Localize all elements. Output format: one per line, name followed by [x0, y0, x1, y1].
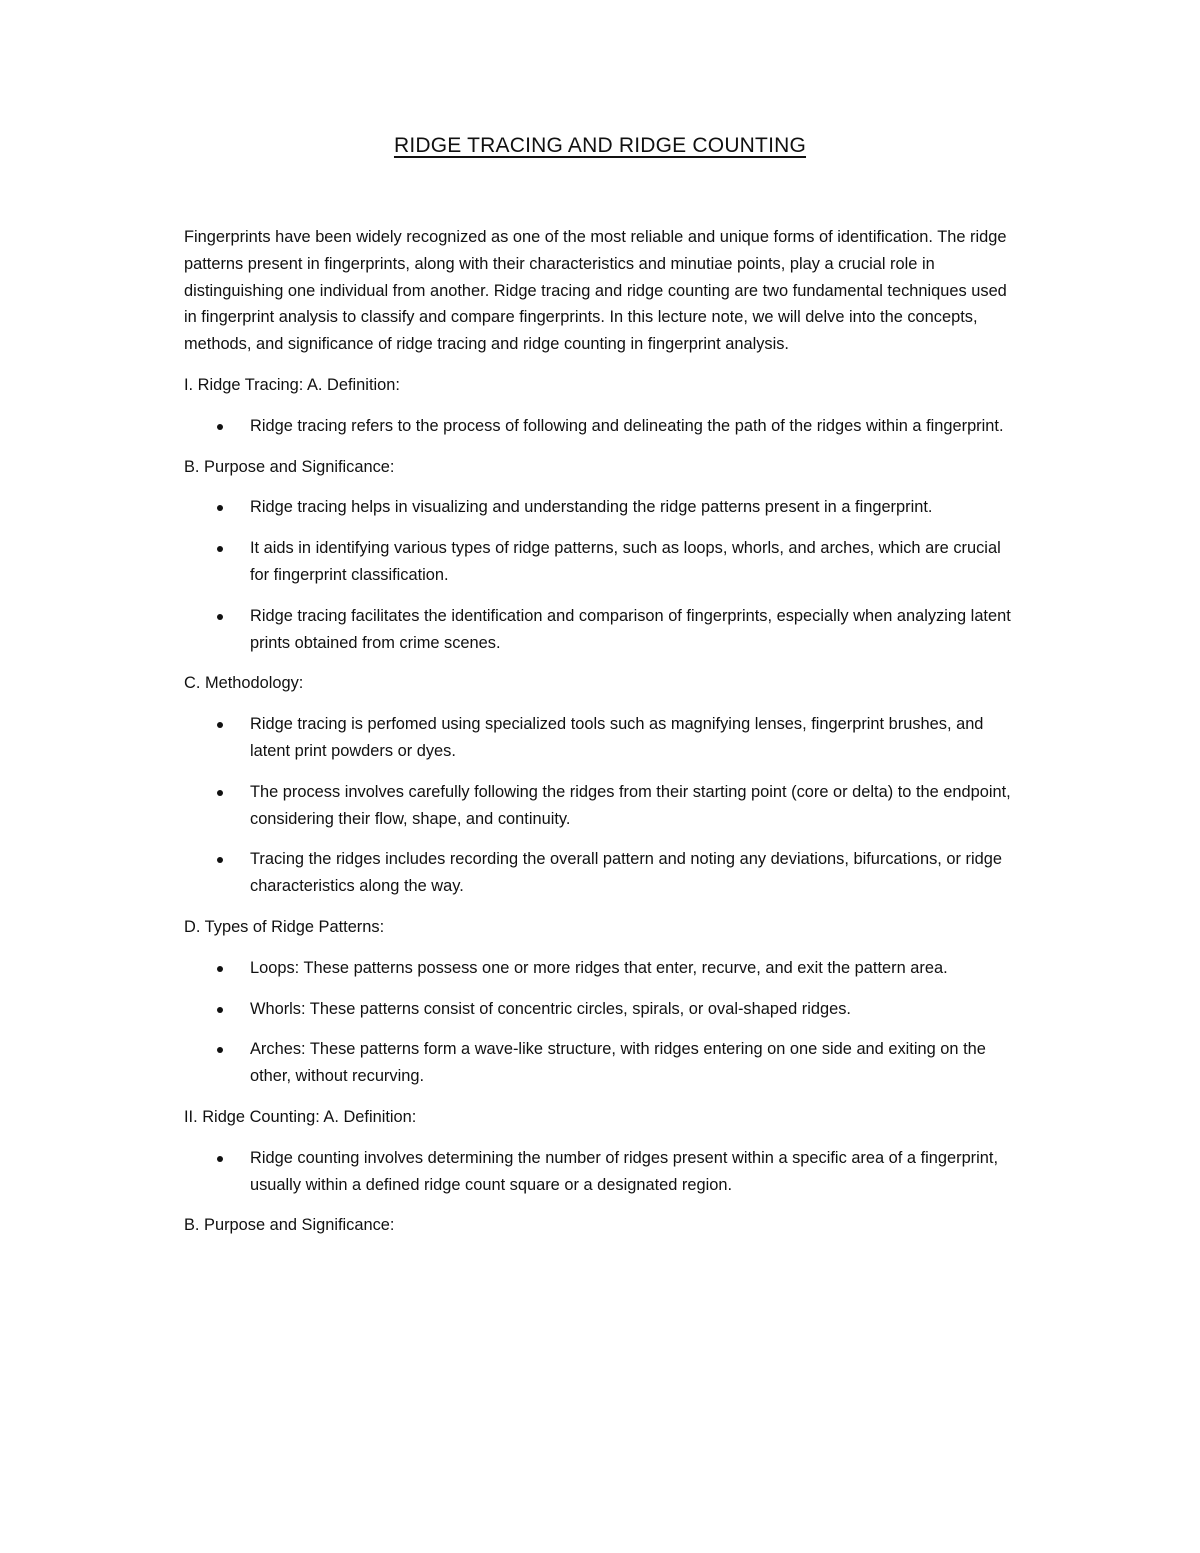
bullet-icon [217, 857, 223, 863]
list-item-text: Ridge tracing facilitates the identification and comparison of fingerprints, especially when analyzing latent prints obtained from crime scenes. [250, 606, 1011, 652]
list-item-text: Whorls: These patterns consist of concentric circles, spirals, or oval-shaped ridges. [250, 999, 851, 1018]
bullet-list [184, 711, 1020, 900]
list-item [184, 779, 1020, 833]
document-body [184, 224, 1020, 1253]
section-heading-methodology: C. Methodology: [184, 674, 304, 693]
bullet-icon [217, 722, 223, 728]
bullet-icon [217, 546, 223, 552]
list-item-text: Ridge tracing helps in visualizing and understanding the ridge patterns present in a fingerprint. [250, 498, 933, 517]
section-heading-purpose-significance: B. Purpose and Significance: [184, 457, 395, 476]
list-item-text: Loops: These patterns possess one or more ridges that enter, recurve, and exit the pattern area. [250, 958, 948, 977]
bullet-icon [217, 614, 223, 620]
list-item-text: The process involves carefully following the ridges from their starting point (core or delta) to the endpoint, considering their flow, shape, and continuity. [250, 782, 1011, 828]
list-item-text: Ridge counting involves determining the number of ridges present within a specific area of a fingerprint, usually within a defined ridge count square or a designated region. [250, 1148, 999, 1194]
document-title: RIDGE TRACING AND RIDGE COUNTING [393, 134, 807, 157]
list-item [184, 413, 1020, 440]
section-heading-ridge-tracing-definition: I. Ridge Tracing: A. Definition: [184, 375, 400, 394]
list-item [184, 996, 1020, 1023]
list-item-text: Tracing the ridges includes recording the overall pattern and noting any deviations, bifurcations, or ridge characteristics along the way. [250, 850, 1002, 896]
list-item [184, 955, 1020, 982]
bullet-list [184, 413, 1020, 440]
bullet-icon [217, 424, 223, 430]
bullet-list [184, 955, 1020, 1090]
bullet-list [184, 1145, 1020, 1199]
list-item [184, 535, 1020, 589]
list-item [184, 1036, 1020, 1090]
list-item [184, 603, 1020, 657]
list-item [184, 846, 1020, 900]
list-item [184, 494, 1020, 521]
section-heading-purpose-significance: B. Purpose and Significance: [184, 1216, 395, 1235]
list-item [184, 711, 1020, 765]
bullet-icon [217, 505, 223, 511]
list-item [184, 1145, 1020, 1199]
list-item-text: It aids in identifying various types of ridge patterns, such as loops, whorls, and arches, which are crucial for fingerprint classification. [250, 539, 1001, 584]
section-heading-types-of-ridge-patterns: D. Types of Ridge Patterns: [184, 917, 385, 936]
list-item-text: Arches: These patterns form a wave-like structure, with ridges entering on one side and exiting on the other, without recurving. [250, 1040, 986, 1086]
bullet-icon [217, 1047, 223, 1053]
list-item-text: Ridge tracing is perfomed using specialized tools such as magnifying lenses, fingerprint brushes, and latent print powders or dyes. [250, 715, 984, 760]
bullet-icon [217, 790, 223, 796]
list-item-text: Ridge tracing refers to the process of following and delineating the path of the ridges within a fingerprint. [250, 416, 1004, 435]
bullet-list [184, 494, 1020, 656]
bullet-icon [217, 966, 223, 972]
bullet-icon [217, 1156, 223, 1162]
intro-paragraph: Fingerprints have been widely recognized as one of the most reliable and unique forms of identification. The ridge patterns present in fingerprints, along with their characteristics and minutiae points, play a crucial role in distinguishing one individual from another. Ridge tracing and ridge counting are two fundamental techniques used in fingerprint analysis to classify and compare fingerprints. In this lecture note, we will delve into the concepts, methods, and significance of ridge tracing and ridge counting in fingerprint analysis. [184, 228, 1007, 354]
section-heading-ridge-counting-definition: II. Ridge Counting: A. Definition: [184, 1107, 417, 1126]
bullet-icon [217, 1007, 223, 1013]
